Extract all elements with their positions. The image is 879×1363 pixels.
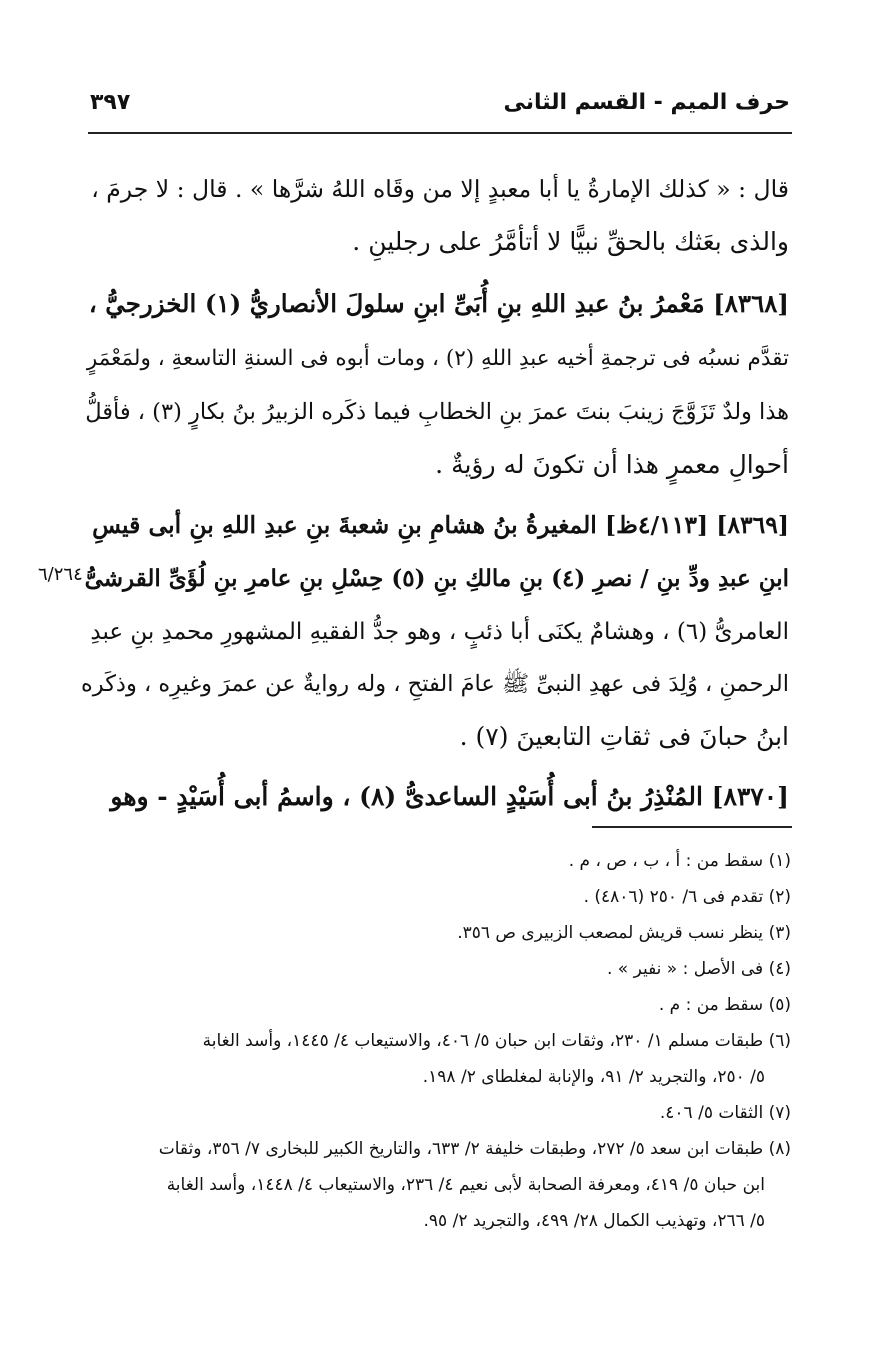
- footnote: (٢) تقدم فى ٦/ ٢٥٠ (٤٨٠٦) .: [583, 887, 791, 907]
- header-divider: [88, 132, 792, 134]
- page-number: ٣٩٧: [90, 90, 131, 115]
- body-line: ابنُ حبانَ فى ثقاتِ التابعينَ (٧) .: [459, 722, 789, 751]
- body-line: ابنِ عبدِ ودِّ بنِ / نصرِ (٤) بنِ مالكِ بنِ (٥) حِسْلِ بنِ عامرِ بنِ لُؤَىِّ القرشىُّ: [84, 565, 789, 592]
- footnote-continuation: ٥/ ٢٦٦، وتهذيب الكمال ٢٨/ ٤٩٩، والتجريد ٢/ ٩٥.: [423, 1211, 765, 1231]
- page-header: [90, 90, 790, 124]
- body-line: العامرىُّ (٦) ، وهشامٌ يكنَى أبا ذئبٍ ، وهو جدُّ الفقيهِ المشهورِ محمدِ بنِ عبدِ: [90, 619, 789, 645]
- entry-heading-8370: [٨٣٧٠] المُنْذِرُ بنُ أبى أُسَيْدٍ الساعدىُّ (٨) ، واسمُ أبى أُسَيْدٍ - وهو: [110, 782, 789, 811]
- margin-reference: ٦/٢٦٤: [38, 564, 83, 585]
- body-line: أحوالِ معمرٍ هذا أن تكونَ له رؤيةٌ .: [435, 450, 789, 479]
- footnote: (٣) ينظر نسب قريش لمصعب الزبيرى ص ٣٥٦.: [457, 923, 791, 943]
- footnote: (٥) سقط من : م .: [658, 995, 791, 1015]
- entry-heading-8369: [٨٣٦٩] [٤/١١٣ظ] المغيرةُ بنُ هشامِ بنِ شعبةَ بنِ عبدِ اللهِ بنِ أبى قيسِ: [92, 511, 789, 539]
- body-line: قال : « كذلك الإمارةُ يا أبا معبدٍ إلا من وقَاه اللهُ شرَّها » . قال : لا جرمَ ،: [91, 175, 789, 203]
- footnote: (١) سقط من : أ ، ب ، ص ، م .: [568, 851, 791, 871]
- footnote: (٤) فى الأصل : « نفير » .: [606, 959, 791, 979]
- footnote: (٨) طبقات ابن سعد ٥/ ٢٧٢، وطبقات خليفة ٢/ ٦٣٣، والتاريخ الكبير للبخارى ٧/ ٣٥٦، وثقات: [158, 1139, 791, 1159]
- running-title: حرف الميم - القسم الثانى: [503, 90, 790, 115]
- footnote-continuation: ابن حبان ٥/ ٤١٩، ومعرفة الصحابة لأبى نعيم ٤/ ٢٣٦، والاستيعاب ٤/ ١٤٤٨، وأسد الغابة: [166, 1175, 765, 1195]
- body-line: تقدَّم نسبُه فى ترجمةِ أخيه عبدِ اللهِ (٢) ، ومات أبوه فى السنةِ التاسعةِ ، ولمَعْمَرٍ: [86, 346, 789, 371]
- footnote-continuation: ٥/ ٢٥٠، والتجريد ٢/ ٩١، والإنابة لمغلطاى ٢/ ١٩٨.: [422, 1067, 765, 1087]
- footnote: (٦) طبقات مسلم ١/ ٢٣٠، وثقات ابن حبان ٥/ ٤٠٦، والاستيعاب ٤/ ١٤٤٥، وأسد الغابة: [202, 1031, 791, 1051]
- body-line: الرحمنِ ، وُلِدَ فى عهدِ النبىِّ ﷺ عامَ الفتحِ ، وله روايةٌ عن عمرَ وغيرِه ، وذكَره: [81, 671, 789, 697]
- body-line: هذا ولدٌ تَزَوَّجَ زينبَ بنتَ عمرَ بنِ الخطابِ فيما ذكَره الزبيرُ بنُ بكارٍ (٣) ، فأقلُّ: [85, 399, 789, 425]
- footnote-divider: [592, 826, 792, 828]
- entry-heading-8368: [٨٣٦٨] مَعْمرُ بنُ عبدِ اللهِ بنِ أُبَىِّ ابنِ سلولَ الأنصاريُّ (١) الخزرجيُّ ،: [88, 289, 789, 318]
- footnote: (٧) الثقات ٥/ ٤٠٦.: [659, 1103, 791, 1123]
- body-line: والذى بعَثك بالحقِّ نبيًّا لا أتأمَّرُ على رجلينِ .: [352, 227, 789, 256]
